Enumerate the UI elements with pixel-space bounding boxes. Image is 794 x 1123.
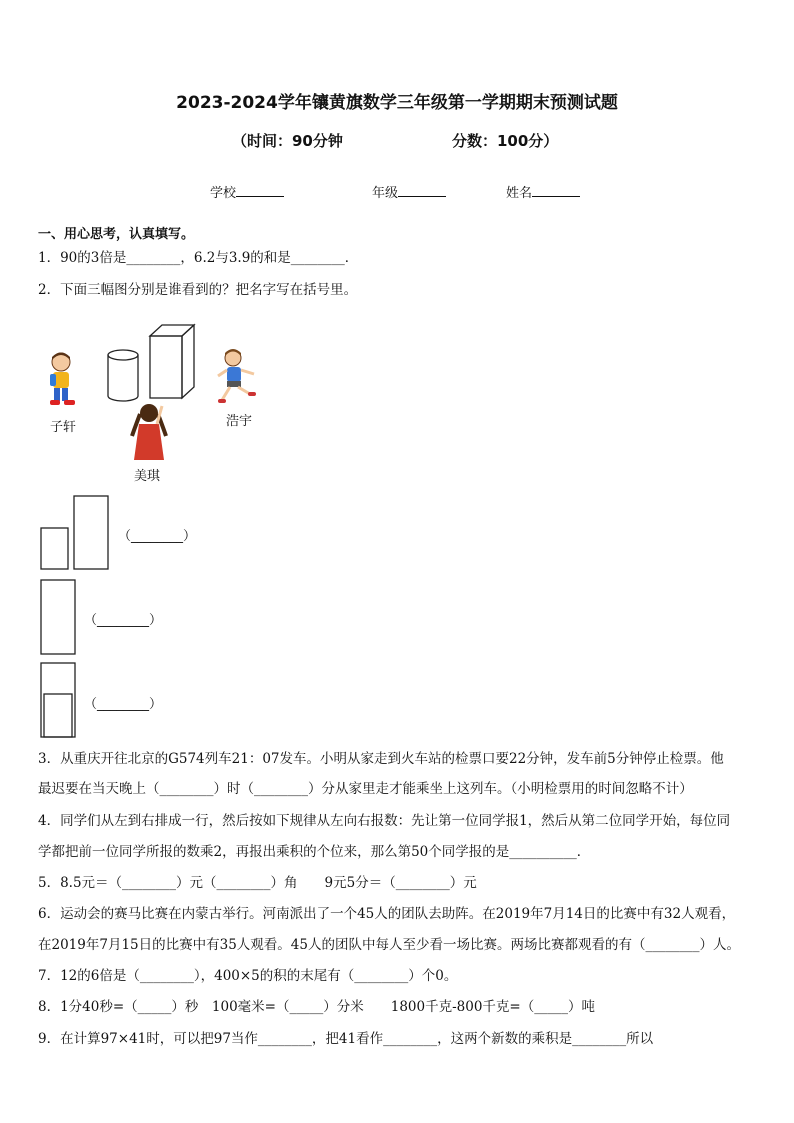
name-haoyu: 浩宇 xyxy=(226,414,253,429)
view-c-answer[interactable]: （________） xyxy=(84,697,163,712)
question-5: 5．8.5元＝（________）元（________）角 9元5分＝（________）元 xyxy=(38,875,477,891)
question-9: 9．在计算97×41时，可以把97当作________，把41看作________，这两个新数的乘积是________所以 xyxy=(38,1031,654,1047)
name-meiqi: 美琪 xyxy=(134,469,161,484)
boy-zixuan-illustration xyxy=(44,352,86,412)
grade-blank[interactable] xyxy=(398,184,446,197)
section-heading: 一、用心思考，认真填写。 xyxy=(38,227,195,242)
exam-time: （时间：90分钟 xyxy=(232,132,343,150)
page-title: 2023-2024学年镶黄旗数学三年级第一学期期末预测试题 xyxy=(176,93,618,113)
question-7: 7．12的6倍是（________），400×5的积的末尾有（________）个0。 xyxy=(38,968,458,984)
question-4-line-2: 学都把前一位同学所报的数乘2，再报出乘积的个位来，那么第50个同学报的是__________． xyxy=(38,844,591,860)
school-field[interactable] xyxy=(210,182,284,201)
name-blank[interactable] xyxy=(532,184,580,197)
question-8: 8．1分40秒=（_____）秒 100毫米=（_____）分米 1800千克-800千克=（_____）吨 xyxy=(38,999,595,1015)
school-blank[interactable] xyxy=(236,184,284,197)
school-label: 学校 xyxy=(210,186,237,201)
question-6-line-2: 在2019年7月15日的比赛中有35人观看。45人的团队中每人至少看一场比赛。两场比赛都观看的有（________）人。 xyxy=(38,937,740,953)
name-label: 姓名 xyxy=(506,186,533,201)
view-b-drawing xyxy=(40,578,80,658)
grade-field[interactable] xyxy=(372,182,446,201)
question-3-line-1: 3．从重庆开往北京的G574列车21：07发车。小明从家走到火车站的检票口要22分钟，发车前5分钟停止检票。他 xyxy=(38,751,724,767)
exam-score: 分数：100分） xyxy=(452,132,559,150)
view-a-drawing xyxy=(40,494,112,574)
boy-haoyu-illustration xyxy=(216,348,264,408)
question-3-line-2: 最迟要在当天晚上（________）时（________）分从家里走才能乘坐上这列车。（小明检票用的时间忽略不计） xyxy=(38,781,693,797)
question-4-line-1: 4．同学们从左到右排成一行，然后按如下规律从左向右报数：先让第一位同学报1，然后从第二位同学开始，每位同 xyxy=(38,813,731,829)
view-a-answer[interactable]: （________） xyxy=(118,529,197,544)
question-1: 1．90的3倍是________，6.2与3.9的和是________． xyxy=(38,250,359,266)
girl-meiqi-illustration xyxy=(126,402,172,464)
grade-label: 年级 xyxy=(372,186,399,201)
name-zixuan: 子轩 xyxy=(50,420,77,435)
view-b-answer[interactable]: （________） xyxy=(84,613,163,628)
cylinder-cuboid-figure xyxy=(100,320,210,405)
name-field[interactable] xyxy=(506,182,580,201)
question-6-line-1: 6．运动会的赛马比赛在内蒙古举行。河南派出了一个45人的团队去助阵。在2019年7月14日的比赛中有32人观看， xyxy=(38,906,736,922)
question-2: 2．下面三幅图分别是谁看到的？把名字写在括号里。 xyxy=(38,282,358,298)
view-c-drawing xyxy=(40,661,80,741)
